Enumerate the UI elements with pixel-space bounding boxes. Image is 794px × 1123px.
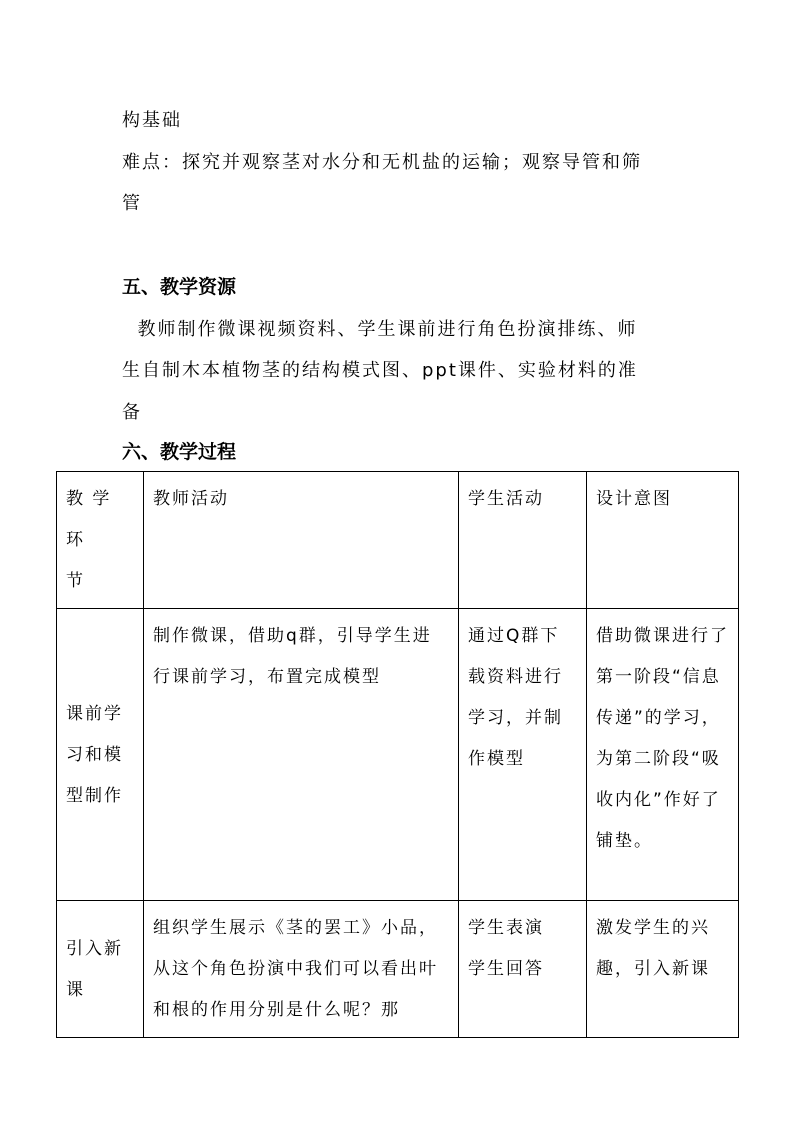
teacher-activity-cell: 组织学生展示《茎的罢工》小品，从这个角色扮演中我们可以看出叶和根的作用分别是什么呢？那 <box>144 901 459 1038</box>
design-intent-cell: 激发学生的兴趣，引入新课 <box>587 901 739 1038</box>
student-activity-cell: 通过Q群下载资料进行学习，并制作模型 <box>459 609 587 901</box>
header-cell-teacher: 教师活动 <box>144 472 459 609</box>
text-line: 备 <box>122 402 142 423</box>
section-heading-process: 六、教学过程 <box>122 441 237 463</box>
header-cell-student: 学生活动 <box>459 472 587 609</box>
text-line: 难点：探究并观察茎对水分和无机盐的运输；观察导管和筛 <box>122 152 642 173</box>
text-line: 生自制木本植物茎的结构模式图、ppt课件、实验材料的准 <box>122 360 638 381</box>
table-header-row <box>57 472 739 609</box>
text-line: 教师制作微课视频资料、学生课前进行角色扮演排练、师 <box>122 319 638 340</box>
header-cell-stage: 教 学 环 节 <box>57 472 144 609</box>
student-activity-cell: 学生表演 学生回答 <box>459 901 587 1038</box>
stage-cell: 课前学 习和模 型制作 <box>57 609 144 901</box>
text-line: 管 <box>122 193 142 214</box>
design-intent-cell: 借助微课进行了第一阶段“信息传递”的学习，为第二阶段“吸收内化”作好了铺垫。 <box>587 609 739 901</box>
teacher-activity-cell: 制作微课，借助q群，引导学生进行课前学习，布置完成模型 <box>144 609 459 901</box>
text-line: 构基础 <box>122 110 182 131</box>
stage-cell: 引入新 课 <box>57 901 144 1038</box>
table-row <box>57 901 739 1038</box>
table-row <box>57 609 739 901</box>
teaching-process-table <box>56 471 739 1038</box>
section-heading-resources: 五、教学资源 <box>122 276 237 298</box>
header-cell-intent: 设计意图 <box>587 472 739 609</box>
